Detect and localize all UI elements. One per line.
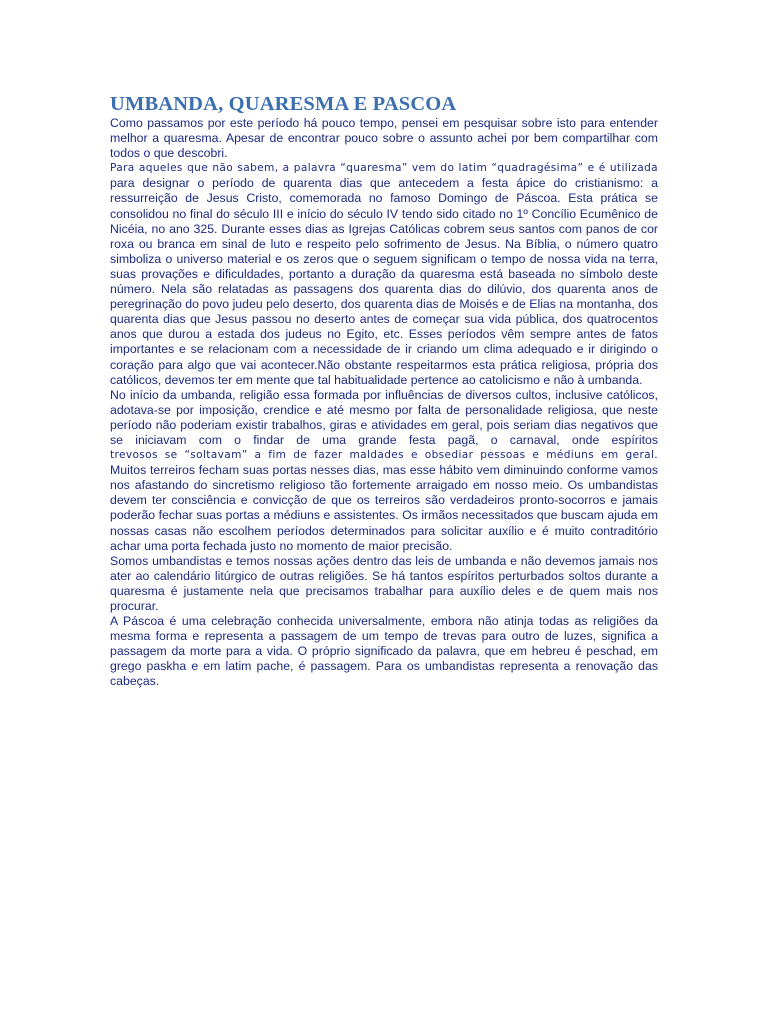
document-title: UMBANDA, QUARESMA E PASCOA xyxy=(110,93,457,115)
paragraph-intro: Como passamos por este período há pouco tempo, pensei em pesquisar sobre isto para entender melhor a quaresma. Apesar de encontrar pouco sobre o assunto achei por bem compartilhar com todos o que descobri. xyxy=(110,116,658,161)
paragraph-umbandistas: Somos umbandistas e temos nossas ações dentro das leis de umbanda e não devemos jamais nos ater ao calendário litúrgico de outras religiões. Se há tantos espíritos perturbados soltos durante a quaresma é justamente nela que precisamos trabalhar para auxílio deles e de quem mais nos procurar. xyxy=(110,553,658,613)
paragraph-trevosos: trevosos se “soltavam” a fim de fazer maldades e obsediar pessoas e médiuns em geral. xyxy=(110,449,658,462)
document-content xyxy=(110,92,658,690)
paragraph-quaresma-history: para designar o período de quarenta dias que antecedem a festa ápice do cristianismo: a ressurreição de Jesus Cristo, comemorada no famoso Domingo de Páscoa. Esta prática se consolidou no final do século III e início do século IV tendo sido citado no 1º Concílio Ecumênico de Nicéia, no ano 325. Durante esses dias as Igrejas Católicas cobrem seus santos com panos de cor roxa ou branca em sinal de luto e respeito pelo sofrimento de Jesus. Na Bíblia, o número quatro simboliza o universo material e os zeros que o seguem significam o tempo de nossa vida na terra, suas provações e dificuldades, portanto a duração da quaresma está baseada no símbolo deste número. Nela são relatadas as passagens dos quarenta dias do dilúvio, dos quarenta anos de peregrinação do povo judeu pelo deserto, dos quarenta dias de Moisés e de Elias na montanha, dos quarenta dias que Jesus passou no deserto antes de começar sua vida pública, dos quatrocentos anos que durou a estada dos judeus no Egito, etc. Esses períodos vêm sempre antes de fatos importantes e se relacionam com a necessidade de ir criando um clima adequado e ir dirigindo o coração para algo que vai acontecer.Não obstante respeitarmos esta prática religiosa, própria dos católicos, devemos ter em mente que tal habitualidade pertence ao catolicismo e não à umbanda. xyxy=(110,176,658,387)
paragraph-pascoa: A Páscoa é uma celebração conhecida universalmente, embora não atinja todas as religiões da mesma forma e representa a passagem de um tempo de trevas para outro de luzes, significa a passagem da morte para a vida. O próprio significado da palavra, que em hebreu é peschad, em grego paskha e em latim pache, é passagem. Para os umbandistas representa a renovação das cabeças. xyxy=(110,614,658,689)
paragraph-quaresma-definition: Para aqueles que não sabem, a palavra “quaresma” vem do latim “quadragésima” e é utilizada xyxy=(110,162,658,175)
paragraph-umbanda-origin: No início da umbanda, religião essa formada por influências de diversos cultos, inclusive católicos, adotava-se por imposição, crendice e até mesmo por falta de personalidade religiosa, que neste período não poderiam existir trabalhos, giras e atividades em geral, pois seriam dias negativos que se iniciavam com o findar de uma grande festa pagã, o carnaval, onde espíritos xyxy=(110,387,658,447)
document-body xyxy=(110,116,658,690)
paragraph-terreiros: Muitos terreiros fecham suas portas nesses dias, mas esse hábito vem diminuindo conforme vamos nos afastando do sincretismo religioso tão fortemente arraigado em nosso meio. Os umbandistas devem ter consciência e convicção de que os terreiros são verdadeiros pronto-socorros e jamais poderão fechar suas portas a médiuns e assistentes. Os irmãos necessitados que buscam ajuda em nossas casas não escolhem períodos determinados para solicitar auxílio e é muito contraditório achar uma porta fechada justo no momento de maior precisão. xyxy=(110,463,658,553)
